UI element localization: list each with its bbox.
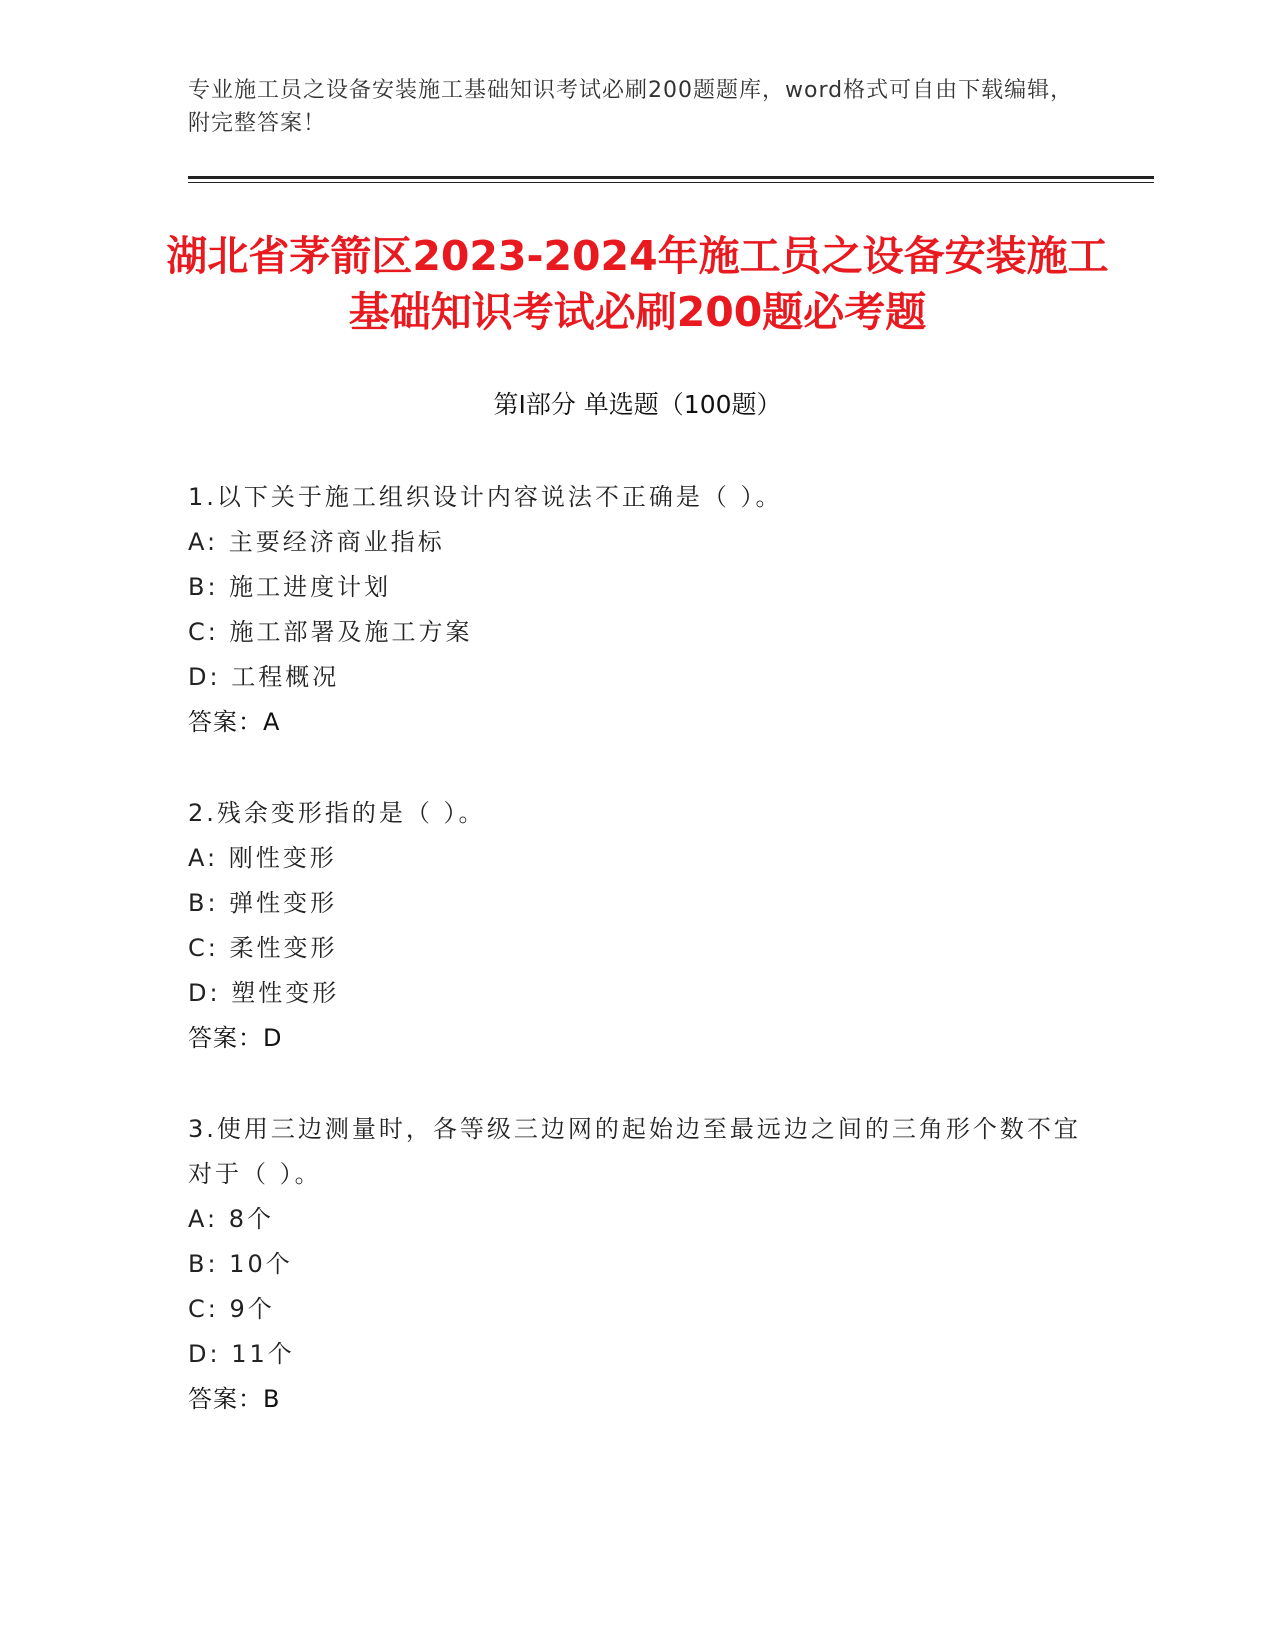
question-stem: 3.使用三边测量时，各等级三边网的起始边至最远边之间的三角形个数不宜对于（ ）。 xyxy=(188,1115,1081,1188)
option-a: A: 刚性变形 xyxy=(188,844,337,872)
header-divider-thin xyxy=(188,182,1154,183)
question-list xyxy=(188,475,1088,1468)
option-a: A: 主要经济商业指标 xyxy=(188,528,445,556)
option-a: A: 8个 xyxy=(188,1205,274,1233)
section-heading: 第I部分 单选题（100题） xyxy=(493,390,782,419)
header-note: 专业施工员之设备安装施工基础知识考试必刷200题题库，word格式可自由下载编辑，附完整答案！ xyxy=(188,78,1074,136)
option-d: D: 11个 xyxy=(188,1340,295,1368)
option-d: D: 塑性变形 xyxy=(188,979,340,1007)
answer: 答案：A xyxy=(188,708,281,736)
answer: 答案：D xyxy=(188,1024,283,1052)
option-b: B: 施工进度计划 xyxy=(188,573,392,601)
answer: 答案：B xyxy=(188,1385,281,1413)
question-stem: 1.以下关于施工组织设计内容说法不正确是（ ）。 xyxy=(188,483,783,511)
question-stem: 2.残余变形指的是（ ）。 xyxy=(188,799,486,827)
option-d: D: 工程概况 xyxy=(188,663,340,691)
option-b: B: 弹性变形 xyxy=(188,889,338,917)
question-2 xyxy=(188,791,1088,1061)
question-3 xyxy=(188,1107,1088,1422)
option-c: C: 柔性变形 xyxy=(188,934,338,962)
header-divider-thick xyxy=(188,176,1154,179)
option-b: B: 10个 xyxy=(188,1250,293,1278)
option-c: C: 9个 xyxy=(188,1295,275,1323)
document-title: 湖北省茅箭区2023-2024年施工员之设备安装施工基础知识考试必刷200题必考题 xyxy=(166,232,1109,336)
option-c: C: 施工部署及施工方案 xyxy=(188,618,473,646)
question-1 xyxy=(188,475,1088,745)
